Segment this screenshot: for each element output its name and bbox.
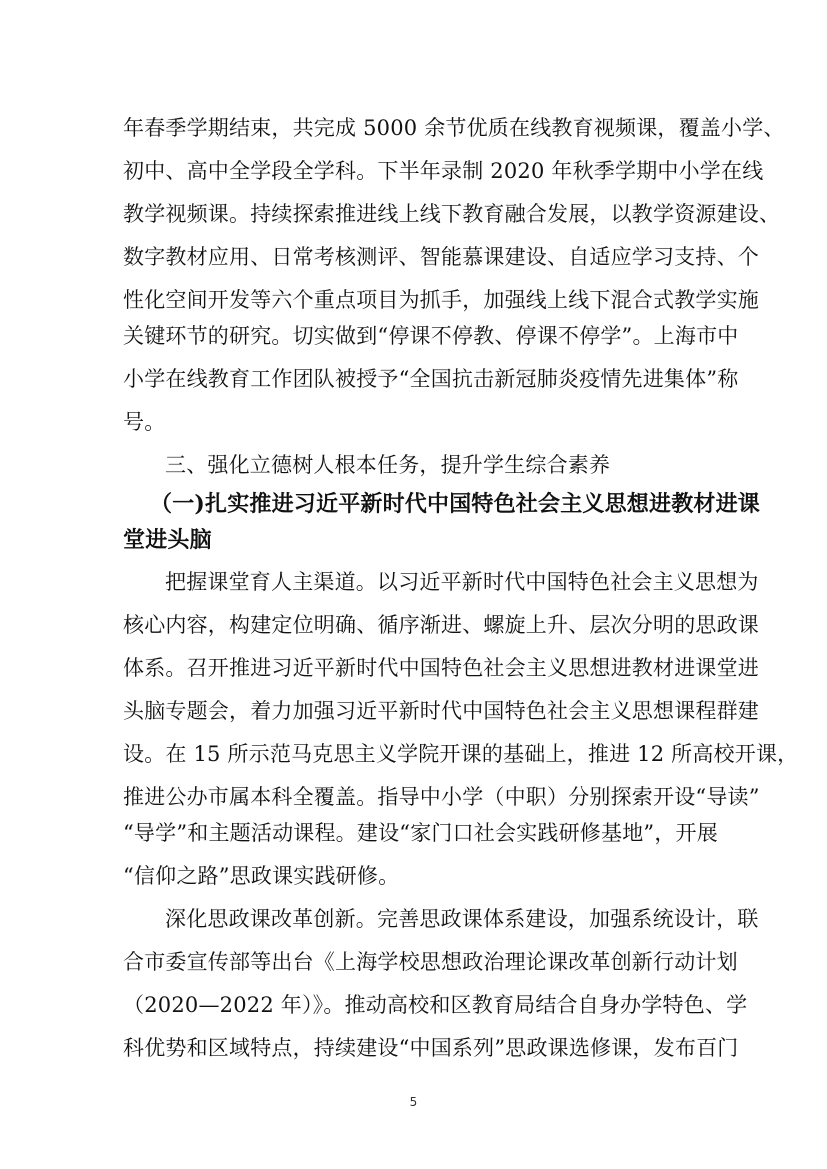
paragraph-3-line: 合市委宣传部等出台《上海学校思想政治理论课改革创新行动计划: [123, 950, 738, 974]
paragraph-2-line: “导学”和主题活动课程。建设“家门口社会实践研修基地”，开展: [123, 821, 718, 845]
section-heading: 三、强化立德树人根本任务，提升学生综合素养: [165, 453, 611, 477]
paragraph-1-line: 关键环节的研究。切实做到“停课不停教、停课不停学”。上海市中: [123, 324, 739, 348]
paragraph-2-line: “信仰之路”思政课实践研修。: [123, 864, 400, 888]
paragraph-1-line: 性化空间开发等六个重点项目为抓手，加强线上线下混合式教学实施: [123, 288, 759, 312]
paragraph-3-line: 科优势和区域特点，持续建设“中国系列”思政课选修课，发布百门: [123, 1036, 739, 1060]
page-number: 5: [409, 1095, 418, 1109]
paragraph-1-line: 教学视频课。持续探索推进线上线下教育融合发展，以教学资源建设、: [123, 202, 781, 226]
paragraph-2-line: 核心内容，构建定位明确、循序渐进、螺旋上升、层次分明的思政课: [123, 613, 759, 637]
paragraph-2-line: 设。在 15 所示范马克思主义学院开课的基础上，推进 12 所高校开课，: [123, 742, 799, 766]
paragraph-1-line: 年春季学期结束，共完成 5000 余节优质在线教育视频课，覆盖小学、: [123, 116, 785, 140]
paragraph-2-line: 把握课堂育人主渠道。以习近平新时代中国特色社会主义思想为: [165, 570, 759, 594]
paragraph-2-line: 推进公办市属本科全覆盖。指导中小学（中职）分别探索开设“导读”: [123, 785, 760, 809]
subsection-heading-line: （一)扎实推进习近平新时代中国特色社会主义思想进教材进课: [150, 491, 761, 517]
paragraph-1-line: 号。: [123, 410, 166, 434]
paragraph-1-line: 数字教材应用、日常考核测评、智能慕课建设、自适应学习支持、个: [123, 245, 759, 269]
paragraph-2-line: 体系。召开推进习近平新时代中国特色社会主义思想进教材进课堂进: [123, 656, 759, 680]
subsection-heading-line: 堂进头脑: [123, 527, 212, 553]
paragraph-1-line: 小学在线教育工作团队被授予“全国抗击新冠肺炎疫情先进集体”称: [123, 367, 739, 391]
paragraph-2-line: 头脑专题会，着力加强习近平新时代中国特色社会主义思想课程群建: [123, 699, 759, 723]
paragraph-3-line: 深化思政课改革创新。完善思政课体系建设，加强系统设计，联: [165, 907, 759, 931]
paragraph-1-line: 初中、高中全学段全学科。下半年录制 2020 年秋季学期中小学在线: [123, 159, 764, 183]
paragraph-3-line: （2020—2022 年）》。推动高校和区教育局结合自身办学特色、学: [123, 993, 748, 1017]
